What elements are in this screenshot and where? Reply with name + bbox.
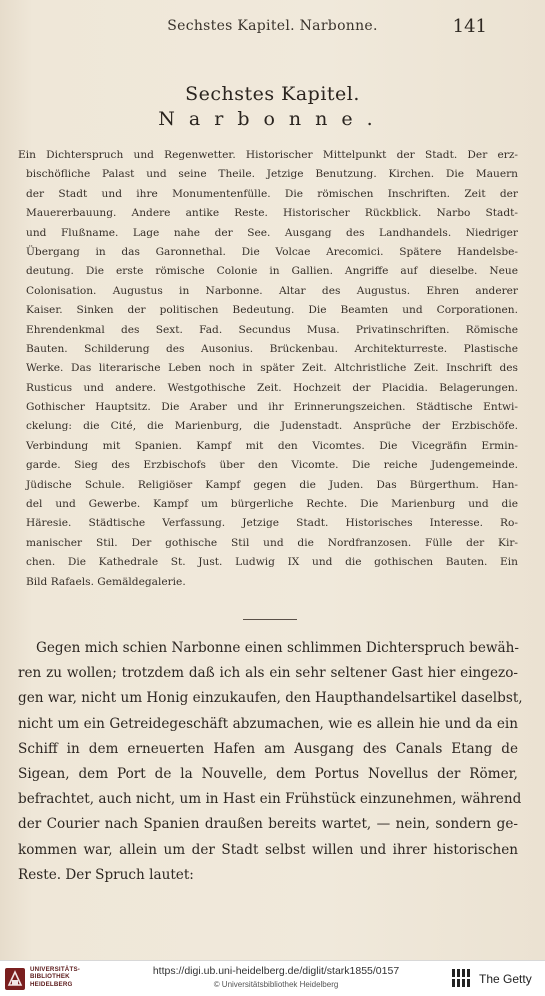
university-library-logo[interactable]: [4, 965, 122, 993]
summary-line: Werke. Das literarische Leben noch in später Zeit. Altchristliche Zeit. Inschrift des: [26, 362, 518, 375]
getty-logo[interactable]: [451, 967, 541, 991]
permalink-url[interactable]: https://digi.ub.uni-heidelberg.de/diglit/stark1855/0157: [152, 965, 400, 977]
copyright-notice: © Universitätsbibliothek Heidelberg: [213, 980, 339, 989]
summary-line: Verbindung mit Spanien. Kampf mit den Vicomtes. Die Vicegräfin Ermin-: [26, 439, 518, 452]
getty-mark-icon: [451, 967, 473, 989]
summary-line: chen. Die Kathedrale St. Just. Ludwig IX und die gothischen Bauten. Ein: [26, 556, 518, 569]
summary-line: garde. Sieg des Erzbischofs über den Vicomte. Die reiche Judengemeinde.: [26, 459, 518, 472]
summary-line: Gothischer Hauptsitz. Die Araber und ihr Erinnerungszeichen. Städtische Entwi-: [26, 401, 518, 414]
page-number: 141: [452, 16, 487, 37]
summary-line: manischer Stil. Der gothische Stil und die Nordfranzosen. Fülle der Kir-: [26, 536, 518, 549]
body-line: gen war, nicht um Honig einzukaufen, den Haupthandelsartikel daselbst,: [18, 690, 523, 707]
body-line: Schiff in dem erneuerten Hafen am Ausgang des Canals Etang de: [18, 740, 518, 757]
logo-text: UNIVERSITÄTS- BIBLIOTHEK HEIDELBERG: [30, 966, 81, 988]
summary-line: Kaiser. Sinken der politischen Bedeutung. Die Beamten und Corporationen.: [26, 304, 518, 317]
chapter-summary: [18, 146, 518, 592]
summary-line: Bild Rafaels. Gemäldegalerie.: [26, 575, 186, 588]
running-head-title: Sechstes Kapitel. Narbonne.: [167, 18, 378, 34]
summary-line: del und Gewerbe. Kampf um bürgerliche Rechte. Die Marienburg und die: [26, 498, 518, 511]
body-line: Gegen mich schien Narbonne einen schlimmen Dichterspruch bewäh-: [36, 640, 520, 656]
summary-line: Mauererbauung. Andere antike Reste. Historischer Rückblick. Narbo Stadt-: [26, 207, 518, 220]
chapter-title: Sechstes Kapitel.: [185, 83, 360, 105]
summary-line: Rusticus und andere. Westgothische Zeit. Hochzeit der Placidia. Belagerungen.: [26, 381, 518, 394]
body-line: ren zu wollen; trotzdem daß ich als ein sehr seltener Gast hier eingezo-: [18, 665, 518, 682]
body-line: der Courier nach Spanien draußen bereits wartet, — nein, sondern ge-: [18, 816, 518, 833]
body-line: Reste. Der Spruch lautet:: [18, 866, 194, 883]
summary-line: ckelung: die Cité, die Marienburg, die Judenstadt. Ansprüche der Erzbischöfe.: [26, 420, 518, 433]
summary-line: Ehrendenkmal des Sext. Fad. Secundus Musa. Privatinschriften. Römische: [26, 323, 518, 336]
summary-line: und Flußname. Lage nahe der See. Ausgang des Landhandels. Niedriger: [26, 226, 518, 239]
getty-name: The Getty: [479, 972, 532, 986]
body-line: Sigean, dem Port de la Nouvelle, dem Portus Novellus der Römer,: [18, 765, 518, 782]
running-head: [0, 16, 545, 40]
viewer-footer: [0, 960, 545, 996]
body-line: befrachtet, auch nicht, um in Hast ein Frühstück einzunehmen, während: [18, 791, 522, 808]
summary-line: Übergang in das Garonnethal. Die Volcae Arecomici. Spätere Handelsbe-: [26, 245, 518, 258]
summary-line: bischöfliche Palast und seine Theile. Jetzige Benutzung. Kirchen. Die Mauern: [26, 168, 518, 181]
body-line: kommen war, allein um der Stadt selbst willen und ihrer historischen: [18, 841, 518, 858]
summary-line: Jüdische Schule. Religiöser Kampf gegen die Juden. Das Bürgerthum. Han-: [26, 478, 518, 491]
body-line: nicht um ein Getreidegeschäft abzumachen, wie es allein hie und da ein: [18, 715, 518, 732]
library-seal-icon: [4, 967, 26, 991]
summary-line: Colonisation. Augustus in Narbonne. Altar des Augustus. Ehren anderer: [26, 284, 518, 297]
chapter-subtitle: Narbonne.: [158, 108, 387, 130]
summary-line: der Stadt und ihre Monumentenfülle. Die römischen Inschriften. Zeit der: [26, 187, 518, 200]
summary-line: Häresie. Städtische Verfassung. Jetzige Stadt. Historisches Interesse. Ro-: [26, 517, 518, 530]
summary-line: Ein Dichterspruch und Regenwetter. Historischer Mittelpunkt der Stadt. Der erz-: [18, 149, 518, 161]
section-divider: [243, 619, 297, 620]
body-paragraph: [18, 636, 523, 888]
summary-line: Bauten. Schilderung des Ausonius. Brückenbau. Architekturreste. Plastische: [26, 342, 518, 355]
summary-line: deutung. Die erste römische Colonie in Gallien. Angriffe auf dieselbe. Neue: [26, 265, 518, 278]
